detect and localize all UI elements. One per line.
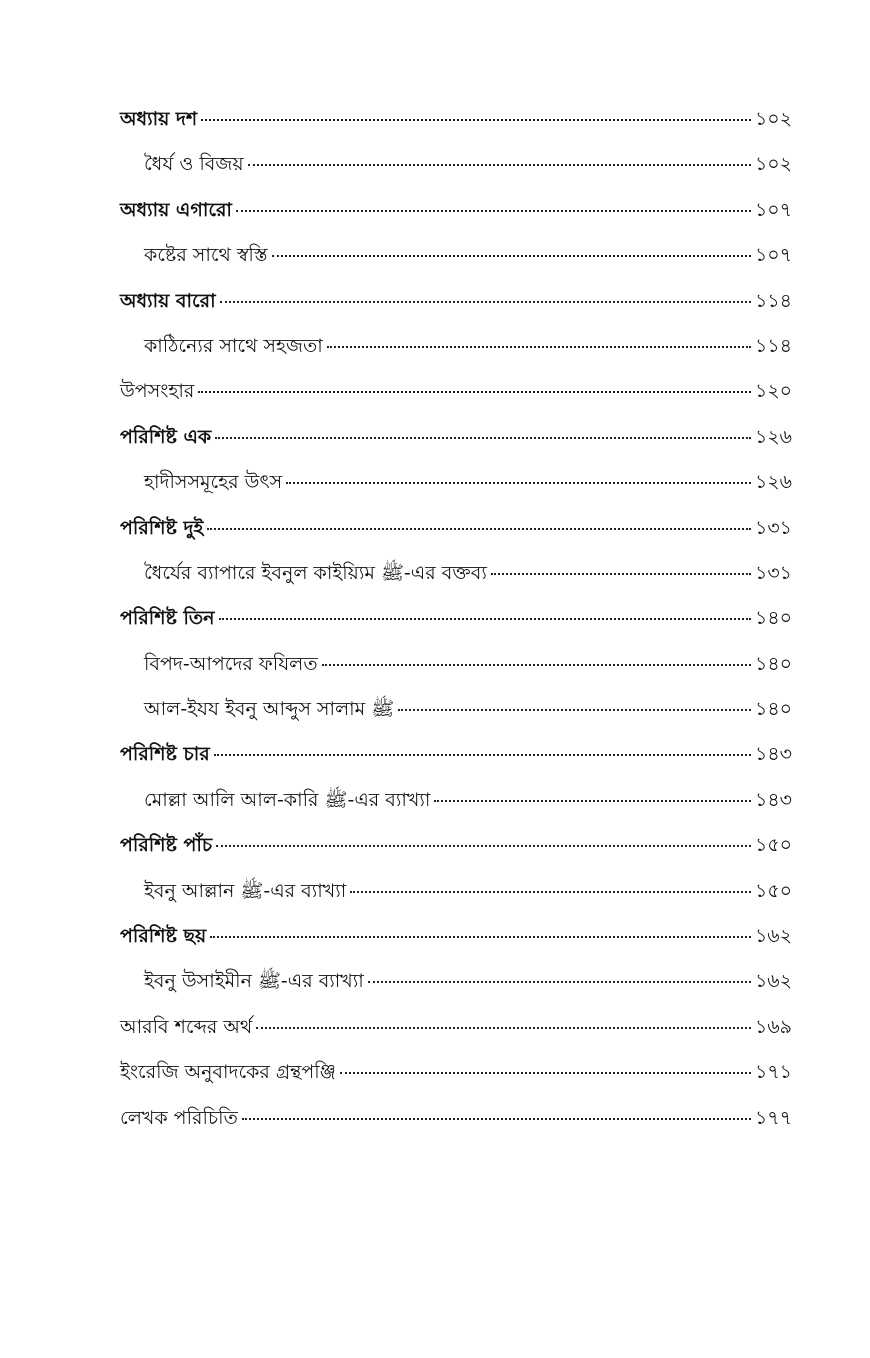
dot-leader [207,528,751,530]
toc-entry-page-number: ১৩১ [754,516,792,539]
dot-leader [219,618,751,620]
toc-entry-appendix-3[interactable] [120,604,792,649]
toc-entry-arabic-glossary[interactable] [120,1013,792,1058]
toc-entry-title: কষ্টের সাথে স্বস্তি [144,244,268,267]
toc-entry-title: লেখক পরিচিতি [120,1106,238,1129]
toc-entry-izz-ibn-abdus-salam[interactable] [120,695,792,740]
toc-entry-page-number: ১১৪ [755,289,792,312]
toc-entry-appendix-5[interactable] [120,831,792,876]
dot-leader [322,664,751,666]
dot-leader [327,346,751,348]
dot-leader [434,800,751,802]
toc-entry-title: অধ্যায় বারো [120,289,216,312]
toc-entry-page-number: ১৪০ [754,698,792,721]
toc-entry-page-number: ১০২ [754,153,792,176]
toc-entry-title: ইবনু উসাইমীন ﷺ-এর ব্যাখ্যা [144,970,364,993]
toc-entry-page-number: ১৪০ [754,607,792,630]
dot-leader [216,845,751,847]
toc-entry-title: মোল্লা আলি আল-কারি ﷺ-এর ব্যাখ্যা [144,788,431,811]
dot-leader [215,437,751,439]
toc-entry-mulla-ali-qari-explanation[interactable] [120,786,792,831]
dot-leader [256,1027,751,1029]
toc-entry-page-number: ১৬৯ [754,1015,792,1038]
toc-entry-page-number: ১৬২ [754,970,792,993]
dot-leader [236,210,751,212]
toc-entry-page-number: ১১৪ [755,334,792,357]
toc-entry-title: পরিশিষ্ট পাঁচ [120,834,213,857]
toc-entry-appendix-2[interactable] [120,514,792,559]
toc-entry-page-number: ১২০ [754,380,792,403]
toc-entry-page-number: ১৩১ [754,561,792,584]
dot-leader [201,119,751,121]
toc-entry-title: ইংরেজি অনুবাদকের গ্রন্থপঞ্জি [120,1061,336,1084]
toc-entry-title: পরিশিষ্ট ছয় [120,925,207,948]
toc-entry-page-number: ১২৬ [754,471,792,494]
toc-entry-translator-bibliography[interactable] [120,1058,792,1103]
toc-entry-page-number: ১০৭ [754,244,792,267]
dot-leader [198,391,751,393]
toc-entry-ibn-qayyim-statement[interactable] [120,559,792,604]
toc-entry-page-number: ১৪৩ [754,743,792,766]
dot-leader [286,482,751,484]
toc-entry-title: বিপদ-আপদের ফযিলত [144,652,318,675]
toc-entry-hadith-sources[interactable] [120,468,792,513]
toc-entry-title: পরিশিষ্ট এক [120,425,212,448]
toc-entry-conclusion[interactable] [120,377,792,422]
toc-entry-page-number: ১৫০ [754,834,792,857]
dot-leader [214,754,751,756]
toc-entry-title: ধৈর্য ও বিজয় [144,153,244,176]
toc-entry-appendix-1[interactable] [120,423,792,468]
toc-entry-title: ইবনু আল্লান ﷺ-এর ব্যাখ্যা [144,879,347,902]
toc-entry-title: অধ্যায় দশ [120,108,198,130]
toc-entry-about-author[interactable] [120,1104,792,1149]
toc-entry-title: আল-ইযয ইবনু আব্দুস সালাম ﷺ [144,698,395,721]
dot-leader [491,573,751,575]
toc-entry-appendix-6[interactable] [120,922,792,967]
toc-entry-page-number: ১৭৭ [754,1106,792,1129]
toc-entry-virtue-of-calamities[interactable] [120,650,792,695]
toc-entry-title: আরবি শব্দের অর্থ [120,1015,253,1038]
dot-leader [272,255,751,257]
dot-leader [350,891,751,893]
table-of-contents [120,105,792,1149]
toc-entry-page-number: ১০৭ [754,198,792,221]
toc-entry-title: ধৈর্যের ব্যাপারে ইবনুল কাইয়্যিম ﷺ-এর বক্তব্য [144,561,487,584]
dot-leader [210,936,751,938]
toc-entry-page-number: ১০২ [754,108,792,130]
toc-entry-appendix-4[interactable] [120,740,792,785]
toc-entry-title: অধ্যায় এগারো [120,198,232,221]
toc-entry-page-number: ১৫০ [754,879,792,902]
toc-entry-ibn-uthaymin-explanation[interactable] [120,967,792,1012]
toc-entry-ibn-allan-explanation[interactable] [120,877,792,922]
dot-leader [340,1072,751,1074]
dot-leader [248,164,751,166]
toc-entry-page-number: ১৪৩ [754,788,792,811]
toc-entry-title: হাদীসসমূহের উৎস [144,471,283,494]
toc-entry-title: উপসংহার [120,380,195,403]
toc-entry-title: পরিশিষ্ট তিন [120,607,215,630]
toc-entry-ease-with-difficulty[interactable] [120,332,792,377]
toc-entry-page-number: ১২৬ [754,425,792,448]
toc-entry-chapter-11[interactable] [120,196,792,241]
toc-entry-relief-with-hardship[interactable] [120,241,792,286]
dot-leader [398,709,751,711]
toc-entry-title: পরিশিষ্ট দুই [120,516,204,539]
toc-entry-title: পরিশিষ্ট চার [120,743,210,766]
toc-entry-page-number: ১৪০ [754,652,792,675]
toc-entry-patience-and-victory[interactable] [120,150,792,195]
toc-entry-chapter-12[interactable] [120,287,792,332]
toc-entry-page-number: ১৬২ [754,925,792,948]
dot-leader [242,1118,751,1120]
dot-leader [220,301,751,303]
dot-leader [368,981,751,983]
toc-entry-page-number: ১৭১ [754,1061,792,1084]
toc-entry-chapter-10[interactable] [120,105,792,150]
toc-entry-title: কাঠিন্যের সাথে সহজতা [144,334,323,357]
